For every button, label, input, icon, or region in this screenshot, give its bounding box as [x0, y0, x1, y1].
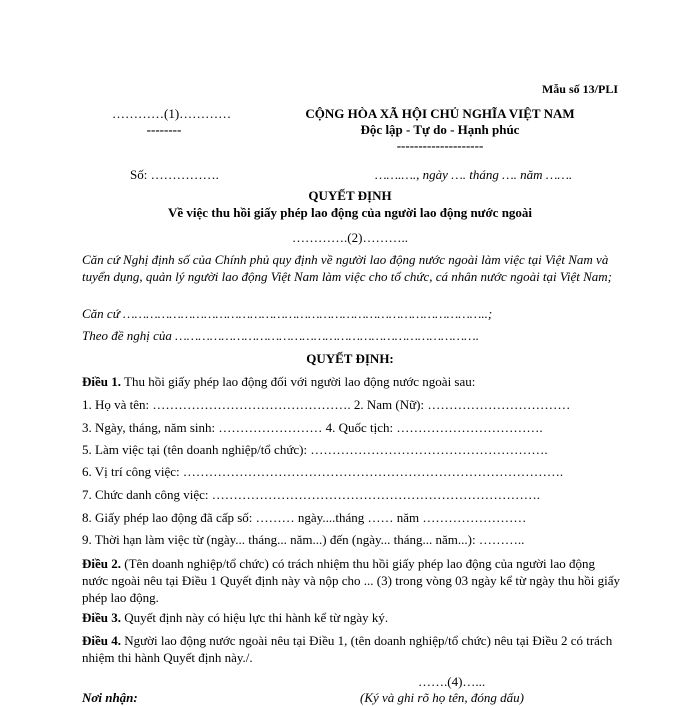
proposal-line: Theo đề nghị của ……………………………………………………………………. [82, 328, 479, 343]
recipients-label: Nơi nhận: [82, 690, 138, 705]
article-1-text: Thu hồi giấy phép lao động đối với người lao động nước ngoài sau: [121, 374, 476, 389]
article-4 [82, 632, 622, 666]
signer-placeholder: …….(4)…... [418, 674, 486, 689]
document-title: QUYẾT ĐỊNH [308, 188, 392, 203]
legal-basis-decree: Căn cứ Nghị định số của Chính phủ quy định về người lao động nước ngoài làm việc tại Việt Nam và tuyển dụng, quản lý người lao động Việt Nam làm việc cho tổ chức, cá nhân nước ngoài tại Việt Nam; [82, 252, 613, 284]
document-subtitle: Về việc thu hồi giấy phép lao động của người lao động nước ngoài [167, 205, 533, 220]
agency-underline: -------- [146, 122, 182, 137]
field-work-period: 9. Thời hạn làm việc từ (ngày... tháng... năm...) đến (ngày... tháng... năm...): ……….. [82, 532, 525, 547]
field-dob-nationality: 3. Ngày, tháng, năm sinh: …………………… 4. Quốc tịch: ……………………………. [82, 420, 543, 435]
article-1 [82, 374, 475, 390]
motto-underline: -------------------- [396, 138, 484, 153]
article-2 [82, 555, 622, 606]
agency-placeholder: …………(1)………… [112, 106, 232, 121]
article-3 [82, 610, 388, 626]
field-job-title: 7. Chức danh công việc: …………………………………………………………………. [82, 487, 541, 502]
date-line: …….…., ngày …. tháng …. năm ……. [375, 167, 573, 182]
legal-basis-other: Căn cứ …………………………………………………………………………………..; [82, 306, 493, 321]
decision-heading: QUYẾT ĐỊNH: [306, 351, 394, 366]
article-3-text: Quyết định này có hiệu lực thi hành kể từ ngày ký. [121, 610, 389, 625]
article-4-text: Người lao động nước ngoài nêu tại Điều 1, (tên doanh nghiệp/tổ chức) nêu tại Điều 2 có trách nhiệm thi hành Quyết định này./. [82, 633, 613, 665]
article-1-label: Điều 1. [82, 374, 121, 389]
motto: Độc lập - Tự do - Hạnh phúc [360, 122, 520, 137]
article-3-label: Điều 3. [82, 610, 121, 625]
article-2-label: Điều 2. [82, 556, 121, 571]
signature-note: (Ký và ghi rõ họ tên, đóng dấu) [360, 690, 524, 705]
field-position: 6. Vị trí công việc: ……………………………………………………………………………. [82, 464, 564, 479]
article-4-label: Điều 4. [82, 633, 121, 648]
issuer-placeholder: ………….(2)……….. [292, 230, 408, 245]
field-permit-number: 8. Giấy phép lao động đã cấp số: ……… ngày....tháng …… năm …………………… [82, 510, 527, 525]
field-name-gender: 1. Họ và tên: ………………………………………. 2. Nam (Nữ): …………………………… [82, 397, 571, 412]
country-name: CỘNG HÒA XÃ HỘI CHỦ NGHĨA VIỆT NAM [305, 106, 575, 121]
form-number: Mẫu số 13/PLI [541, 82, 618, 96]
article-2-text: (Tên doanh nghiệp/tổ chức) có trách nhiệm thu hồi giấy phép lao động của người lao động nước ngoài nêu tại Điều 1 Quyết định này và nộp cho ... (3) trong vòng 03 ngày kể từ ngày thu hồi giấy phép lao động. [82, 556, 620, 605]
field-workplace: 5. Làm việc tại (tên doanh nghiệp/tổ chức): ………………………………………………. [82, 442, 548, 457]
document-number: Số: ……………. [130, 167, 219, 182]
